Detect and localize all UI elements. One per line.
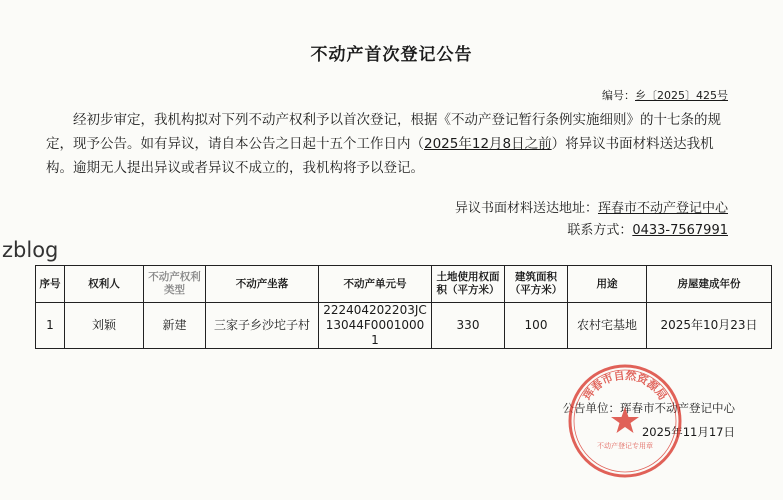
- table-row: [36, 303, 772, 349]
- phone-label: 联系方式：: [567, 223, 633, 238]
- seal-inner-text: 不动产登记专用章: [597, 442, 653, 450]
- header-location: 不动产坐落: [206, 266, 319, 303]
- cell-index: 1: [36, 303, 65, 349]
- address-label: 异议书面材料送达地址：: [454, 201, 598, 216]
- official-seal-stamp: [566, 362, 684, 480]
- seal-ring-text: 珲春市自然资源局: [580, 368, 670, 403]
- paragraph-before-date: 经初步审定，我机构拟对下列不动产权利予以首次登记，根据《不动产登记暂行条例实施细则》的十七条的规定，现予公告。如有异议，请自本公告之日起十五个工作日内（: [46, 112, 721, 152]
- document-number: [602, 87, 728, 103]
- contact-block: [455, 198, 728, 242]
- property-table: [35, 265, 772, 349]
- phone-value: 0433-7567991: [632, 223, 728, 238]
- table-header-row: [36, 266, 772, 303]
- seal-star-icon: [611, 407, 639, 433]
- header-land-area: 土地使用权面积（平方米）: [432, 266, 505, 303]
- cell-building-area: 100: [505, 303, 568, 349]
- cell-build-year: 2025年10月23日: [647, 303, 772, 349]
- objection-deadline: 2025年12月8日之前: [424, 136, 552, 152]
- address-value: 珲春市不动产登记中心: [597, 201, 728, 216]
- header-right-holder: 权利人: [65, 266, 144, 303]
- cell-right-type: 新建: [144, 303, 206, 349]
- document-number-label: 编号：: [602, 89, 635, 102]
- header-unit-number: 不动产单元号: [319, 266, 432, 303]
- issue-date: 2025年11月17日: [641, 425, 735, 439]
- header-usage: 用途: [568, 266, 647, 303]
- header-index: 序号: [36, 266, 65, 303]
- header-build-year: 房屋建成年份: [647, 266, 772, 303]
- header-right-type: 不动产权利类型: [144, 266, 206, 303]
- notice-title: 不动产首次登记公告: [310, 45, 473, 65]
- issuing-unit-label: 公告单位：: [562, 401, 620, 415]
- address-line: [455, 198, 728, 220]
- cell-right-holder: 刘颖: [65, 303, 144, 349]
- cell-unit-number: 222404202203JC13044F00010001: [319, 303, 432, 349]
- watermark-text: zblog: [2, 238, 59, 262]
- document-number-value: 乡〔2025〕425号: [635, 89, 728, 102]
- phone-line: [455, 220, 728, 242]
- cell-location: 三家子乡沙坨子村: [206, 303, 319, 349]
- notice-paragraph: [46, 108, 736, 180]
- notice-body: [46, 108, 736, 180]
- paragraph-after-date: ）将异议书面材料送达我机构。逾期无人提出异议或者异议不成立的，我机构将予以登记。: [46, 136, 714, 176]
- issuing-unit-value: 珲春市不动产登记中心: [620, 401, 735, 415]
- cell-land-area: 330: [432, 303, 505, 349]
- cell-usage: 农村宅基地: [568, 303, 647, 349]
- svg-text:珲春市自然资源局: [580, 368, 669, 403]
- header-building-area: 建筑面积（平方米）: [505, 266, 568, 303]
